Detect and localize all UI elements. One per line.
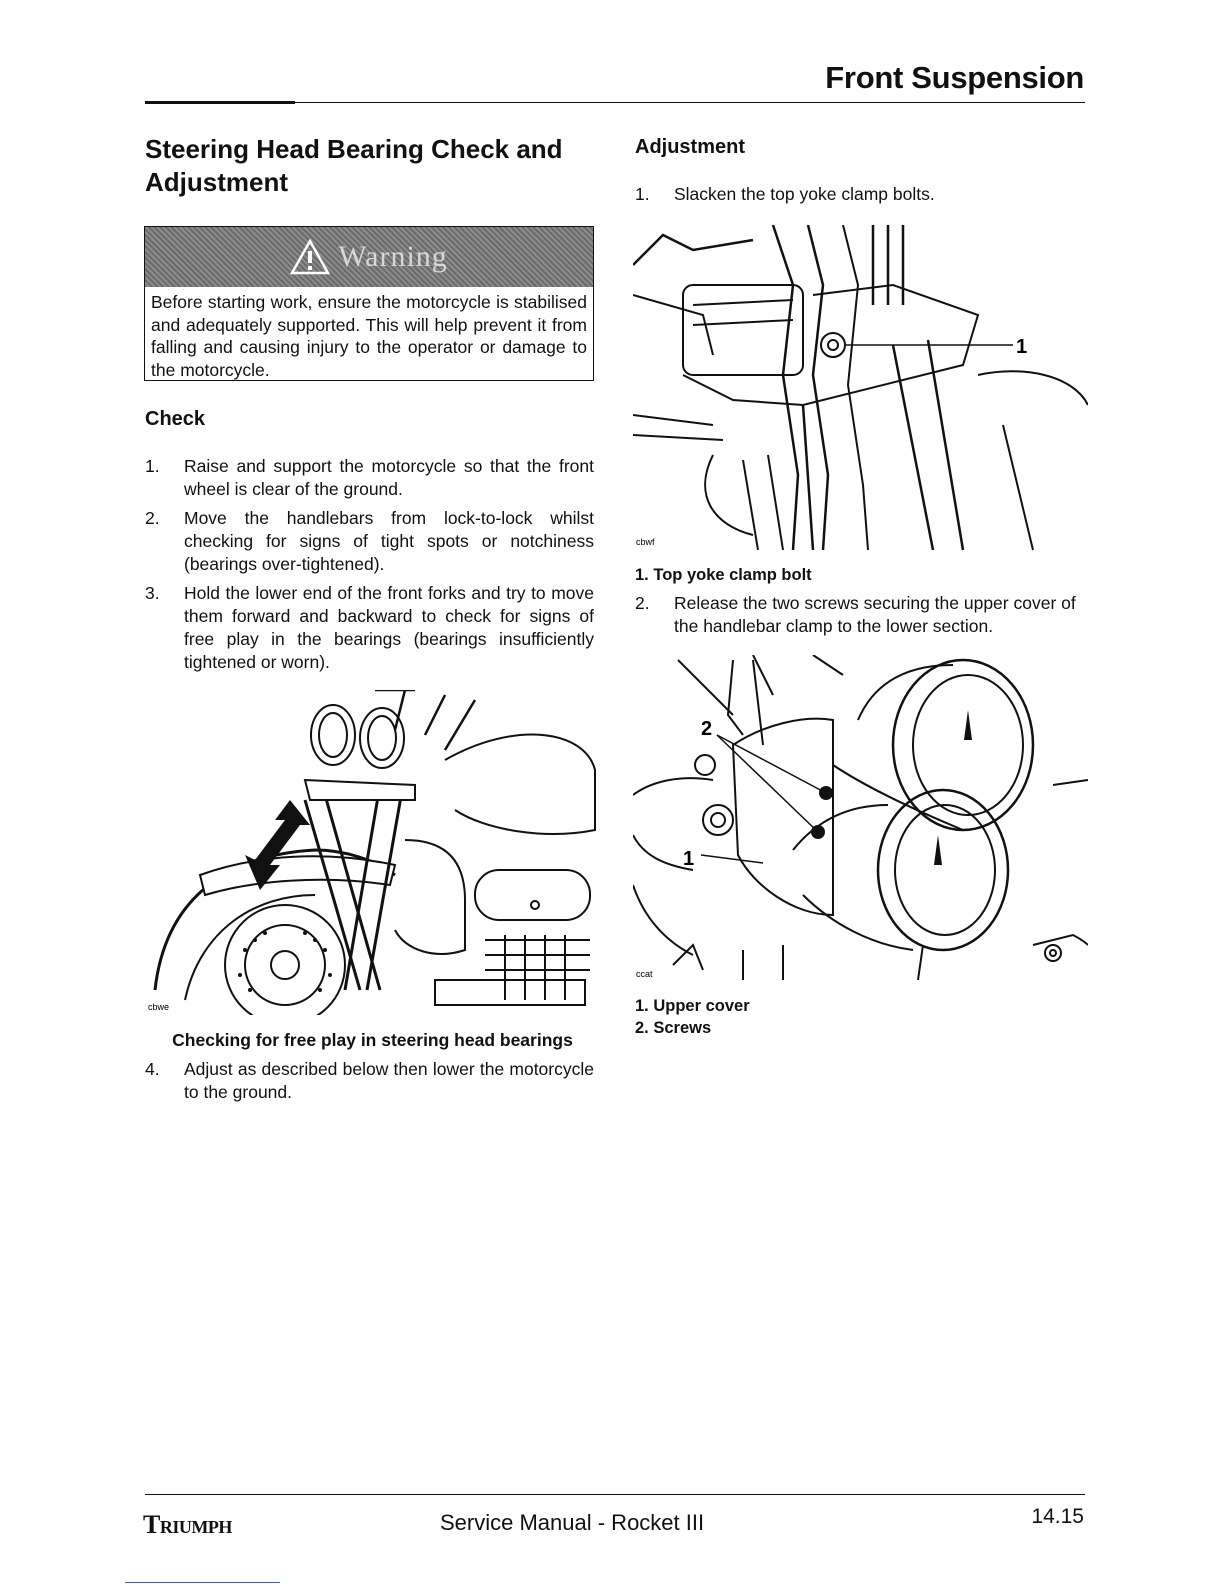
step-text: Raise and support the motorcycle so that the front wheel is clear of the ground. [184,456,594,499]
figure-code: cbwf [636,537,655,547]
step-number: 2. [635,593,650,613]
top-yoke-clamp-illustration [633,225,1088,555]
motorcycle-front-illustration [145,690,600,1015]
adjustment-heading: Adjustment [635,136,745,158]
step-number: 3. [145,583,160,603]
figure-caption: Checking for free play in steering head bearings [172,1030,573,1050]
header-rule-accent [145,101,295,104]
step-number: 1. [635,184,650,204]
step-item [145,1058,594,1104]
step-item [145,582,594,674]
step-item [635,183,1085,206]
step-number: 1. [145,456,160,476]
triumph-logo: Triumph [143,1510,232,1539]
warning-text: Before starting work, ensure the motorcycle is stabilised and adequately supported. This will help prevent it from falling and causing injury to the operator or damage to the motorcycle. [151,292,587,380]
warning-label: Warning [338,240,448,273]
handlebar-clamp-illustration [633,655,1088,985]
figure-caption: 1. Top yoke clamp bolt [635,566,812,584]
warning-triangle-icon [290,239,330,275]
check-steps [145,455,594,680]
callout-1: 1 [683,848,695,870]
figure-code: cbwe [148,1002,170,1012]
adjustment-step-2 [635,592,1085,644]
figure-caption-2: 2. Screws [635,1019,712,1037]
step-item [145,507,594,576]
step-number: 4. [145,1059,160,1079]
section-title: Steering Head Bearing Check and Adjustment [145,134,563,197]
page-header-title: Front Suspension [825,60,1084,95]
step-text: Slacken the top yoke clamp bolts. [674,184,935,204]
callout-1: 1 [1016,336,1028,358]
manual-title: Service Manual - Rocket III [440,1510,705,1535]
link-underline [125,1582,280,1583]
warning-banner [145,227,593,287]
figure-caption-1: 1. Upper cover [635,997,750,1015]
warning-box [144,226,594,381]
adjustment-step-1 [635,183,1085,212]
footer-rule [145,1494,1085,1495]
step-item [145,455,594,501]
step-4 [145,1058,594,1110]
step-text: Release the two screws securing the upper cover of the handlebar clamp to the lower section. [674,593,1076,636]
step-text: Move the handlebars from lock-to-lock whilst checking for signs of tight spots or notchiness (bearings over-tightened). [184,508,594,574]
figure-code: ccat [636,969,653,979]
step-number: 2. [145,508,160,528]
callout-2: 2 [701,718,713,740]
step-text: Hold the lower end of the front forks and try to move them forward and backward to check for signs of free play in the bearings (bearings insufficiently tightened or worn). [184,583,594,672]
page-number: 14.15 [1031,1505,1084,1528]
step-item [635,592,1085,638]
check-heading: Check [145,408,206,430]
step-text: Adjust as described below then lower the motorcycle to the ground. [184,1059,594,1102]
